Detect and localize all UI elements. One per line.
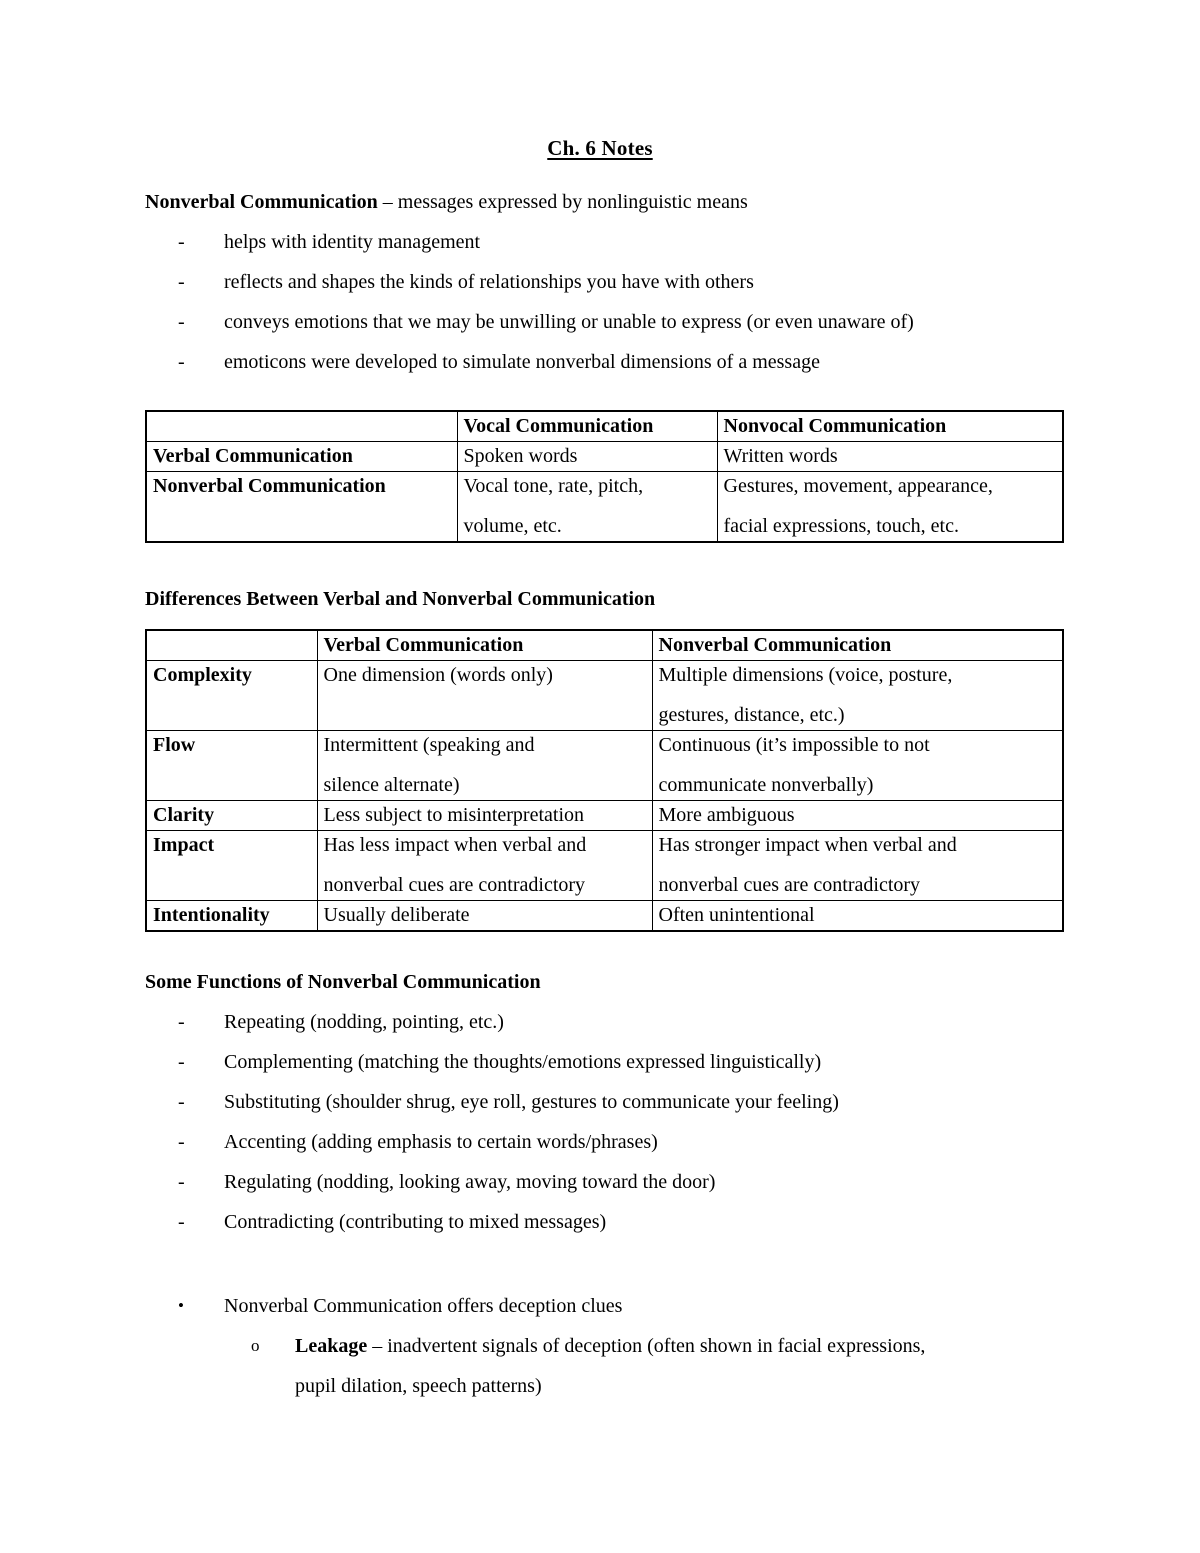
leakage-term: Leakage [295,1335,368,1358]
list-item [145,1082,1055,1122]
list-item [145,1286,1055,1326]
table-cell-line: nonverbal cues are contradictory [658,874,921,897]
list-item [145,342,1055,382]
table-cell-line: volume, etc. [463,515,562,538]
list-item [145,222,1055,262]
disc-bullet-icon: • [178,1296,184,1316]
dash-bullet-icon: - [178,1211,185,1234]
table-column-header: Nonverbal Communication [652,630,1063,661]
list-item [145,1002,1055,1042]
list-item-label: conveys emotions that we may be unwilling or unable to express (or even unaware of) [224,311,914,334]
table-cell-line: Gestures, movement, appearance, [723,475,993,498]
table-header-row [146,630,1063,661]
table-row [146,442,1063,472]
table-column-header: Nonvocal Communication [717,411,1063,442]
table-cell-line: nonverbal cues are contradictory [323,874,586,897]
table-cell: Often unintentional [652,901,1063,932]
leakage-sublist [145,1326,1055,1406]
dash-bullet-icon: - [178,1051,185,1074]
intro-definition-text: – messages expressed by nonlinguistic means [377,191,748,214]
table-cell-line: Intermittent (speaking and [323,734,535,757]
table-cell-line: Multiple dimensions (voice, posture, [658,664,953,687]
table-cell [652,831,1063,901]
table-cell-line: Has stronger impact when verbal and [658,834,957,857]
table-cell-line: facial expressions, touch, etc. [723,515,959,538]
list-item-label: Substituting (shoulder shrug, eye roll, gestures to communicate your feeling) [224,1091,839,1114]
list-item-label: Accenting (adding emphasis to certain words/phrases) [224,1131,658,1154]
table-row [146,472,1063,543]
dash-bullet-icon: - [178,231,185,254]
table-column-header: Verbal Communication [317,630,652,661]
table-cell-line: gestures, distance, etc.) [658,704,845,727]
vocal-nonvocal-table [145,410,1064,543]
list-item-label: emoticons were developed to simulate nonverbal dimensions of a message [224,351,820,374]
table-cell-line: Has less impact when verbal and [323,834,587,857]
intro-definition [145,182,1055,222]
table-header-row [146,411,1063,442]
leakage-line-2: pupil dilation, speech patterns) [295,1375,542,1398]
table-corner-cell [146,630,317,661]
table-cell [717,472,1063,543]
table-cell: Usually deliberate [317,901,652,932]
table-cell [317,831,652,901]
table-cell: Written words [717,442,1063,472]
table-row-header: Complexity [146,661,317,731]
list-item [145,1162,1055,1202]
differences-heading: Differences Between Verbal and Nonverbal Communication [145,588,656,611]
list-item [145,1122,1055,1162]
table-cell [652,661,1063,731]
table-cell-line: Vocal tone, rate, pitch, [463,475,644,498]
list-item-label: Complementing (matching the thoughts/emotions expressed linguistically) [224,1051,822,1074]
leakage-line-1 [295,1326,1055,1366]
table-row [146,731,1063,801]
table-cell-line: communicate nonverbally) [658,774,874,797]
functions-heading: Some Functions of Nonverbal Communication [145,971,541,994]
table-cell-line: One dimension (words only) [323,664,553,687]
table-cell: Spoken words [457,442,717,472]
list-item-label: Contradicting (contributing to mixed messages) [224,1211,607,1234]
dash-bullet-icon: - [178,351,185,374]
dash-bullet-icon: - [178,1171,185,1194]
list-item [145,1326,1055,1406]
list-item-label: helps with identity management [224,231,481,254]
table-cell-line: Continuous (it’s impossible to not [658,734,930,757]
list-item [145,262,1055,302]
table-corner-cell [146,411,457,442]
table-cell [317,731,652,801]
dash-bullet-icon: - [178,1011,185,1034]
table-cell-line: silence alternate) [323,774,460,797]
table-row-header: Clarity [146,801,317,831]
intro-term: Nonverbal Communication [145,191,378,214]
list-item-label: reflects and shapes the kinds of relationships you have with others [224,271,754,294]
functions-list [145,1002,1055,1242]
list-item [145,302,1055,342]
list-item [145,1202,1055,1242]
table-row [146,661,1063,731]
table-cell: More ambiguous [652,801,1063,831]
table-row-header: Impact [146,831,317,901]
dash-bullet-icon: - [178,311,185,334]
table-cell: Less subject to misinterpretation [317,801,652,831]
table-row-header: Intentionality [146,901,317,932]
table-cell [317,661,652,731]
list-item-label: Regulating (nodding, looking away, moving toward the door) [224,1171,716,1194]
dash-bullet-icon: - [178,271,185,294]
list-item [145,1042,1055,1082]
dash-bullet-icon: - [178,1131,185,1154]
list-item-label: Nonverbal Communication offers deception clues [224,1295,623,1318]
circle-bullet-icon: o [251,1336,260,1356]
leakage-definition: – inadvertent signals of deception (often shown in facial expressions, [367,1335,926,1358]
table-cell [457,472,717,543]
deception-list [145,1286,1055,1326]
differences-table [145,629,1064,932]
table-row-header: Flow [146,731,317,801]
table-column-header: Vocal Communication [457,411,717,442]
table-row-header: Nonverbal Communication [146,472,457,543]
table-row-header: Verbal Communication [146,442,457,472]
table-row [146,801,1063,831]
table-row [146,901,1063,932]
page-title: Ch. 6 Notes [547,136,653,160]
intro-bullet-list [145,222,1055,382]
dash-bullet-icon: - [178,1091,185,1114]
list-item-label: Repeating (nodding, pointing, etc.) [224,1011,504,1034]
table-cell [652,731,1063,801]
table-row [146,831,1063,901]
